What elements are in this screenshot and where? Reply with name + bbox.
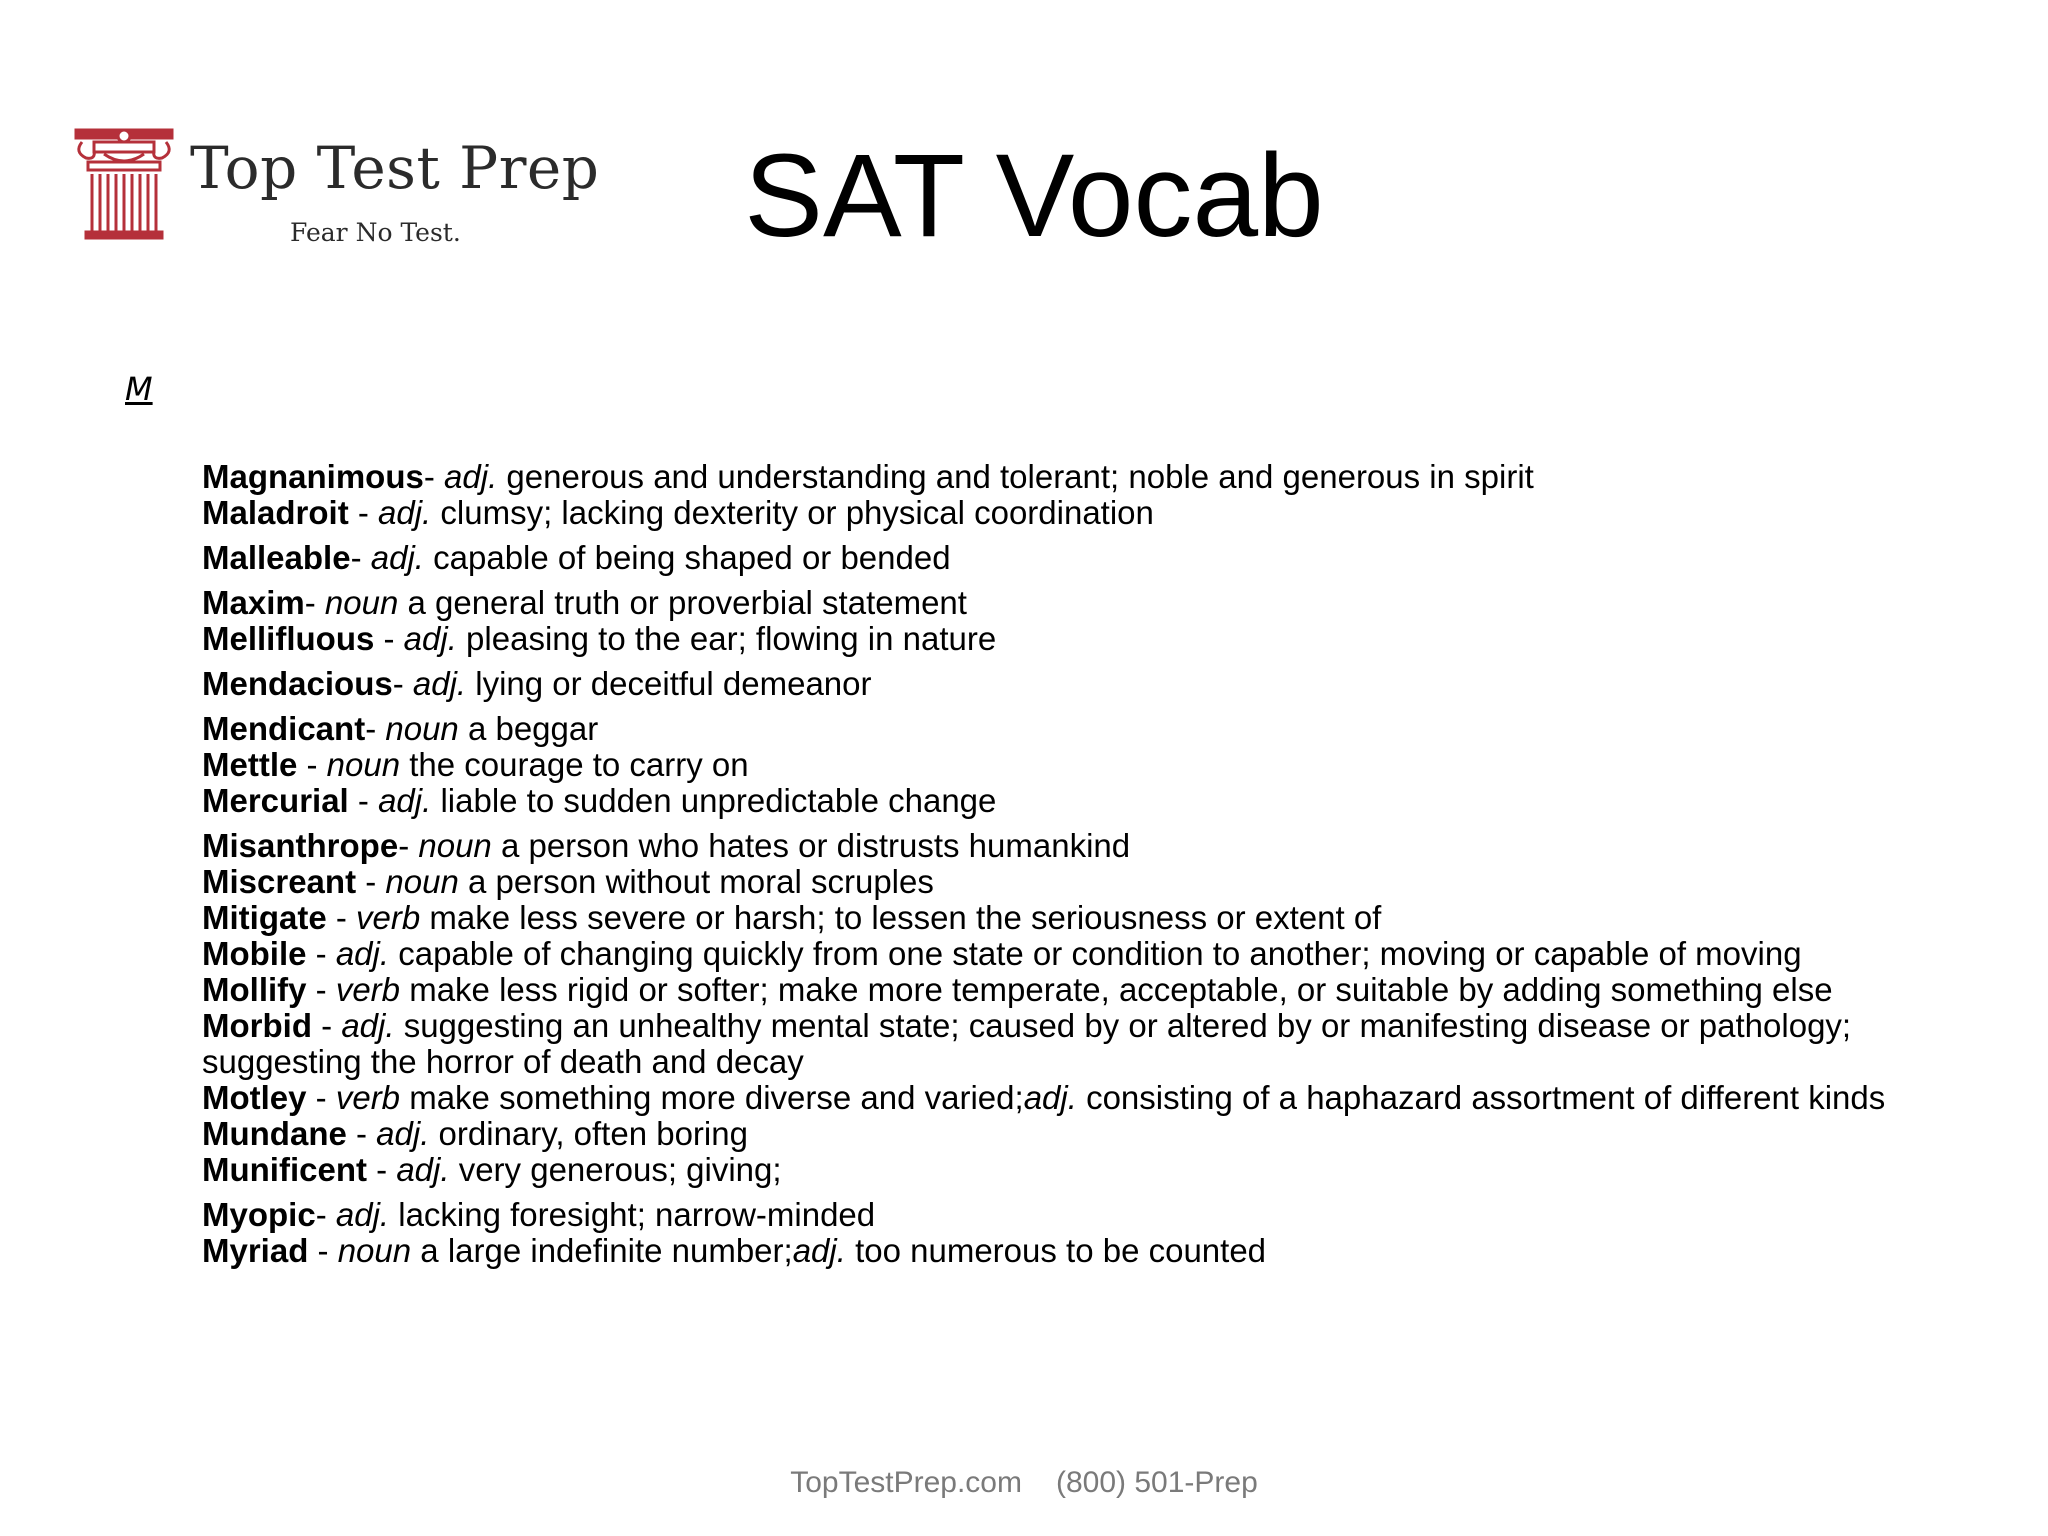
vocab-entry [202,459,1942,495]
entry-separator: - [366,1151,397,1188]
entry-separator: - [315,1196,336,1233]
entry-definition: the courage to carry on [400,746,749,783]
entry-definition: generous and understanding and tolerant; noble and generous in spirit [497,458,1534,495]
footer-website: TopTestPrep.com [790,1466,1022,1499]
vocab-list [202,459,1942,1269]
entry-definition: lacking foresight; narrow-minded [389,1196,876,1233]
footer-phone: (800) 501-Prep [1055,1466,1258,1499]
entry-separator: - [297,746,327,783]
entry-definition: a person without moral scruples [458,863,934,900]
entry-part-of-speech: adj. [376,1115,430,1152]
entry-separator: - [306,1079,336,1116]
logo-name: Top Test Prep [190,134,600,202]
logo-tagline: Fear No Test. [290,218,461,247]
vocab-entry [202,495,1942,531]
entry-separator: - [348,782,379,819]
vocab-entry [202,936,1942,972]
entry-separator: - [346,1115,377,1152]
entry-part-of-speech-2: adj. [1023,1079,1077,1116]
entry-separator: - [392,665,413,702]
entry-word: Mendacious [202,665,393,702]
entry-part-of-speech: adj. [444,458,498,495]
entry-word: Mundane [202,1115,347,1152]
vocab-entry [202,711,1942,747]
entry-word: Mellifluous [202,620,375,657]
vocab-entry [202,747,1942,783]
vocab-entry [202,828,1942,864]
entry-word: Misanthrope [202,827,399,864]
vocab-entry [202,540,1942,576]
entry-definition: a large indefinite number; [411,1232,793,1269]
vocab-entry [202,783,1942,819]
entry-separator: - [306,971,336,1008]
entry-word: Morbid [202,1007,312,1044]
entry-word: Munificent [202,1151,367,1188]
entry-definition: very generous; giving; [449,1151,782,1188]
entry-word: Mollify [202,971,307,1008]
vocab-entry [202,1116,1942,1152]
entry-definition: a general truth or proverbial statement [398,584,967,621]
entry-word: Maladroit [202,494,349,531]
entry-definition: lying or deceitful demeanor [466,665,872,702]
entry-definition: make less rigid or softer; make more temperate, acceptable, or suitable by adding something else [400,971,1833,1008]
entry-word: Motley [202,1079,307,1116]
entry-separator: - [350,539,371,576]
entry-word: Myopic [202,1196,316,1233]
entry-separator: - [423,458,445,495]
entry-definition: a beggar [458,710,599,747]
entry-definition: pleasing to the ear; flowing in nature [456,620,997,657]
entry-part-of-speech: verb [335,1079,401,1116]
vocab-entry [202,1233,1942,1269]
entry-word: Mercurial [202,782,349,819]
entry-definition: capable of changing quickly from one state or condition to another; moving or capable of moving [389,935,1802,972]
entry-word: Myriad [202,1232,309,1269]
entry-separator: - [374,620,404,657]
vocab-entry [202,1197,1942,1233]
vocab-entry [202,621,1942,657]
entry-definition: capable of being shaped or bended [423,539,951,576]
entry-definition: a person who hates or distrusts humankind [491,827,1131,864]
entry-word: Malleable [202,539,351,576]
entry-part-of-speech: adj. [412,665,467,702]
entry-word: Magnanimous [202,458,424,495]
entry-word: Mitigate [202,899,327,936]
entry-separator: - [326,899,356,936]
entry-separator: - [306,935,336,972]
entry-separator: - [398,827,419,864]
section-letter: M [125,370,153,408]
entry-definition: clumsy; lacking dexterity or physical coordination [431,494,1154,531]
vocab-entry [202,1008,1942,1080]
entry-part-of-speech: adj. [378,494,432,531]
entry-part-of-speech: adj. [341,1007,395,1044]
vocab-entry [202,585,1942,621]
entry-definition-2: too numerous to be counted [845,1232,1267,1269]
entry-part-of-speech: noun [337,1232,412,1269]
entry-part-of-speech: noun [385,710,459,747]
footer [0,1466,2048,1500]
entry-part-of-speech: adj. [403,620,457,657]
entry-part-of-speech: verb [356,899,421,936]
entry-separator: - [304,584,325,621]
entry-word: Mobile [202,935,307,972]
entry-part-of-speech: noun [324,584,399,621]
entry-part-of-speech-2: adj. [792,1232,846,1269]
entry-separator: - [365,710,386,747]
entry-part-of-speech: noun [385,863,459,900]
vocab-entry [202,1152,1942,1188]
entry-definition: make less severe or harsh; to lessen the seriousness or extent of [420,899,1382,936]
entry-part-of-speech: adj. [378,782,432,819]
entry-definition-2: consisting of a haphazard assortment of different kinds [1076,1079,1886,1116]
entry-word: Mendicant [202,710,366,747]
vocab-entry [202,1080,1942,1116]
entry-definition: liable to sudden unpredictable change [431,782,997,819]
entry-separator: - [348,494,379,531]
entry-separator: - [311,1007,342,1044]
entry-part-of-speech: noun [326,746,401,783]
entry-part-of-speech: adj. [335,935,390,972]
entry-word: Miscreant [202,863,357,900]
entry-part-of-speech: adj. [370,539,424,576]
entry-separator: - [308,1232,338,1269]
entry-word: Maxim [202,584,305,621]
entry-part-of-speech: adj. [396,1151,450,1188]
entry-definition: suggesting an unhealthy mental state; caused by or altered by or manifesting disease or pathology; suggesting the horror of death and decay [202,1007,1852,1080]
vocab-entry [202,864,1942,900]
entry-part-of-speech: noun [418,827,492,864]
entry-part-of-speech: adj. [335,1196,390,1233]
vocab-entry [202,972,1942,1008]
entry-word: Mettle [202,746,298,783]
entry-separator: - [356,863,386,900]
entry-definition: make something more diverse and varied; [400,1079,1024,1116]
vocab-entry [202,666,1942,702]
entry-definition: ordinary, often boring [429,1115,748,1152]
page-title: SAT Vocab [744,130,1324,262]
entry-part-of-speech: verb [335,971,401,1008]
vocab-entry [202,900,1942,936]
